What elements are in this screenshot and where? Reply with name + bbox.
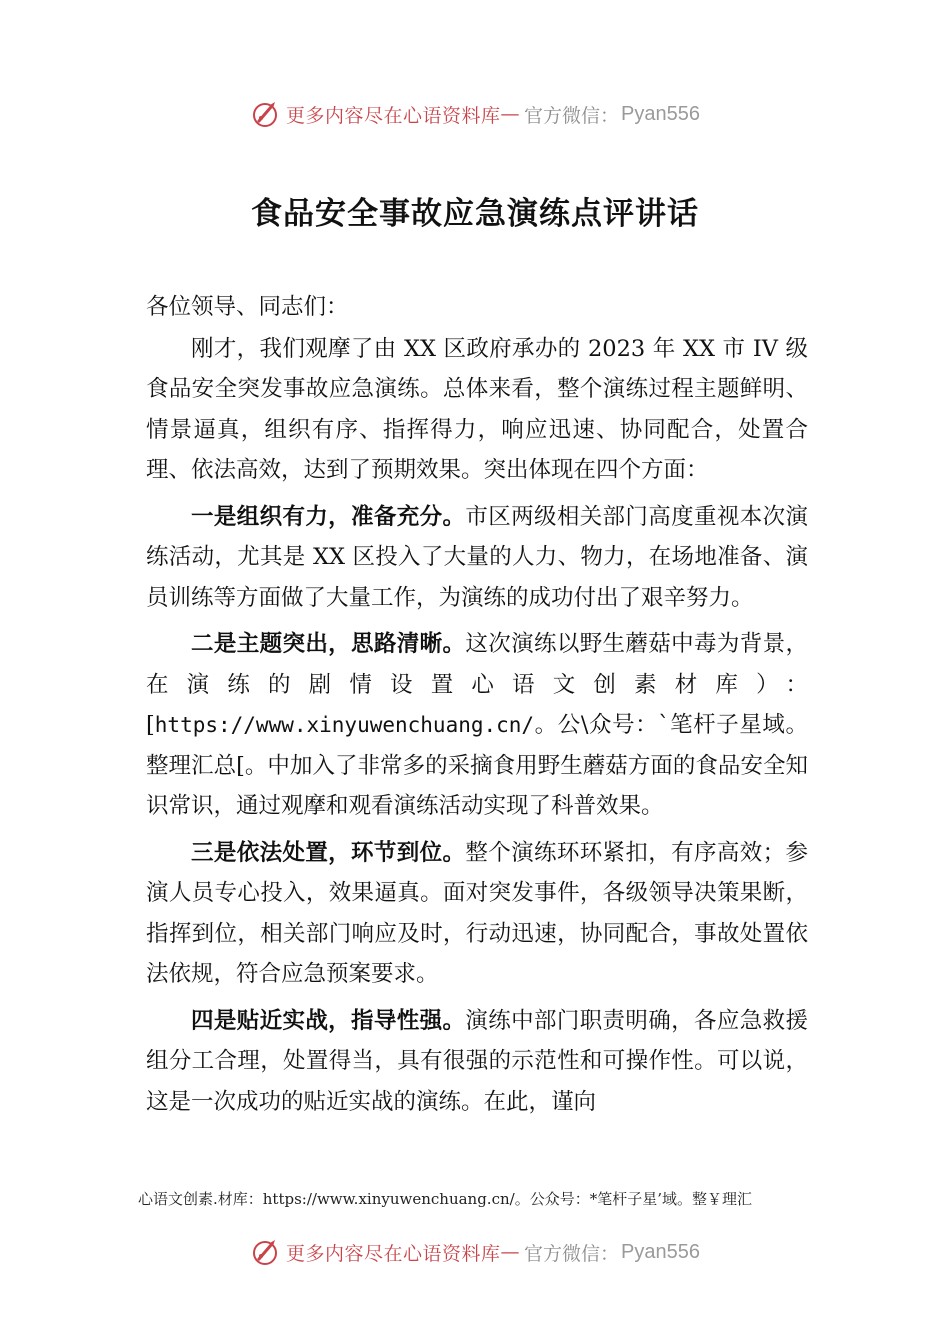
banner-wechat-label: 官方微信： <box>524 104 620 127</box>
section-lead-4: 四是贴近实战，指导性强。 <box>191 1007 466 1034</box>
section-lead-2: 二是主题突出，思路清晰。 <box>191 631 466 657</box>
section-text-2-after: 。公\众号：`笔杆子星域。整理汇总[。中加入了非常多的采摘食用野生蘑菇方面的食品安全知识常识，通过观摩和观看演练活动实现了科普效果。 <box>146 712 808 819</box>
section-lead-1: 一是组织有力，准备充分。 <box>191 503 466 530</box>
section-paragraph-1 <box>146 497 808 619</box>
pen-seal-logo-icon <box>250 1237 280 1267</box>
section-text-1: 市区两级相关部门高度重视本次演练活动，尤其是 XX 区投入了大量的人力、物力，在场地准备、演员训练等方面做了大量工作，为演练的成功付出了艰辛努力。 <box>146 503 808 611</box>
section-text-4: 演练中部门职责明确，各应急救援组分工合理，处置得当，具有很强的示范性和可操作性。可以说，这是一次成功的贴近实战的演练。在此，谨向 <box>146 1007 808 1115</box>
section-paragraph-2 <box>146 624 808 827</box>
banner-promo-text: 更多内容尽在心语资料库 <box>286 104 501 127</box>
banner-wechat-label: 官方微信： <box>524 1242 620 1265</box>
section-paragraph-4 <box>146 1001 808 1123</box>
banner-promo-text: 更多内容尽在心语资料库 <box>286 1242 501 1265</box>
bottom-watermark-banner <box>0 1232 950 1272</box>
greeting: 各位领导、同志们： <box>146 294 349 320</box>
banner-wechat-handle: Pyan556 <box>621 1240 700 1263</box>
section-link-url[interactable]: https://www.xinyuwenchuang.cn/ <box>154 713 535 737</box>
banner-separator: — <box>500 1241 521 1263</box>
banner-separator: — <box>500 103 521 125</box>
section-text-3: 整个演练环环紧扣，有序高效；参演人员专心投入，效果逼真。面对突发事件，各级领导决策果断，指挥到位，相关部门响应及时，行动迅速，协同配合，事故处置依法依规，符合应急预案要求。 <box>146 839 808 987</box>
section-paragraph-3 <box>146 833 808 995</box>
pen-seal-logo-icon <box>250 99 280 129</box>
top-watermark-banner <box>0 94 950 134</box>
document-body <box>146 287 808 1122</box>
footer-source-note: 心语文创素.材库：https://www.xinyuwenchuang.cn/。公众号：*笔杆子星’域。整￥理汇 <box>138 1190 752 1208</box>
section-lead-3: 三是依法处置，环节到位。 <box>191 839 466 866</box>
section-text-2-before: 这次演练以野生蘑菇中毒为背景，在演练的剧情设置心语文创素材库）：[ <box>146 631 808 738</box>
banner-wechat-handle: Pyan556 <box>621 102 700 125</box>
intro-paragraph: 刚才，我们观摩了由 XX 区政府承办的 2023 年 XX 市 IV 级食品安全突发事故应急演练。总体来看，整个演练过程主题鲜明、情景逼真，组织有序、指挥得力，响应迅速、协同配合，处置合理、依法高效，达到了预期效果。突出体现在四个方面： <box>146 335 808 483</box>
document-title: 食品安全事故应急演练点评讲话 <box>251 196 699 232</box>
